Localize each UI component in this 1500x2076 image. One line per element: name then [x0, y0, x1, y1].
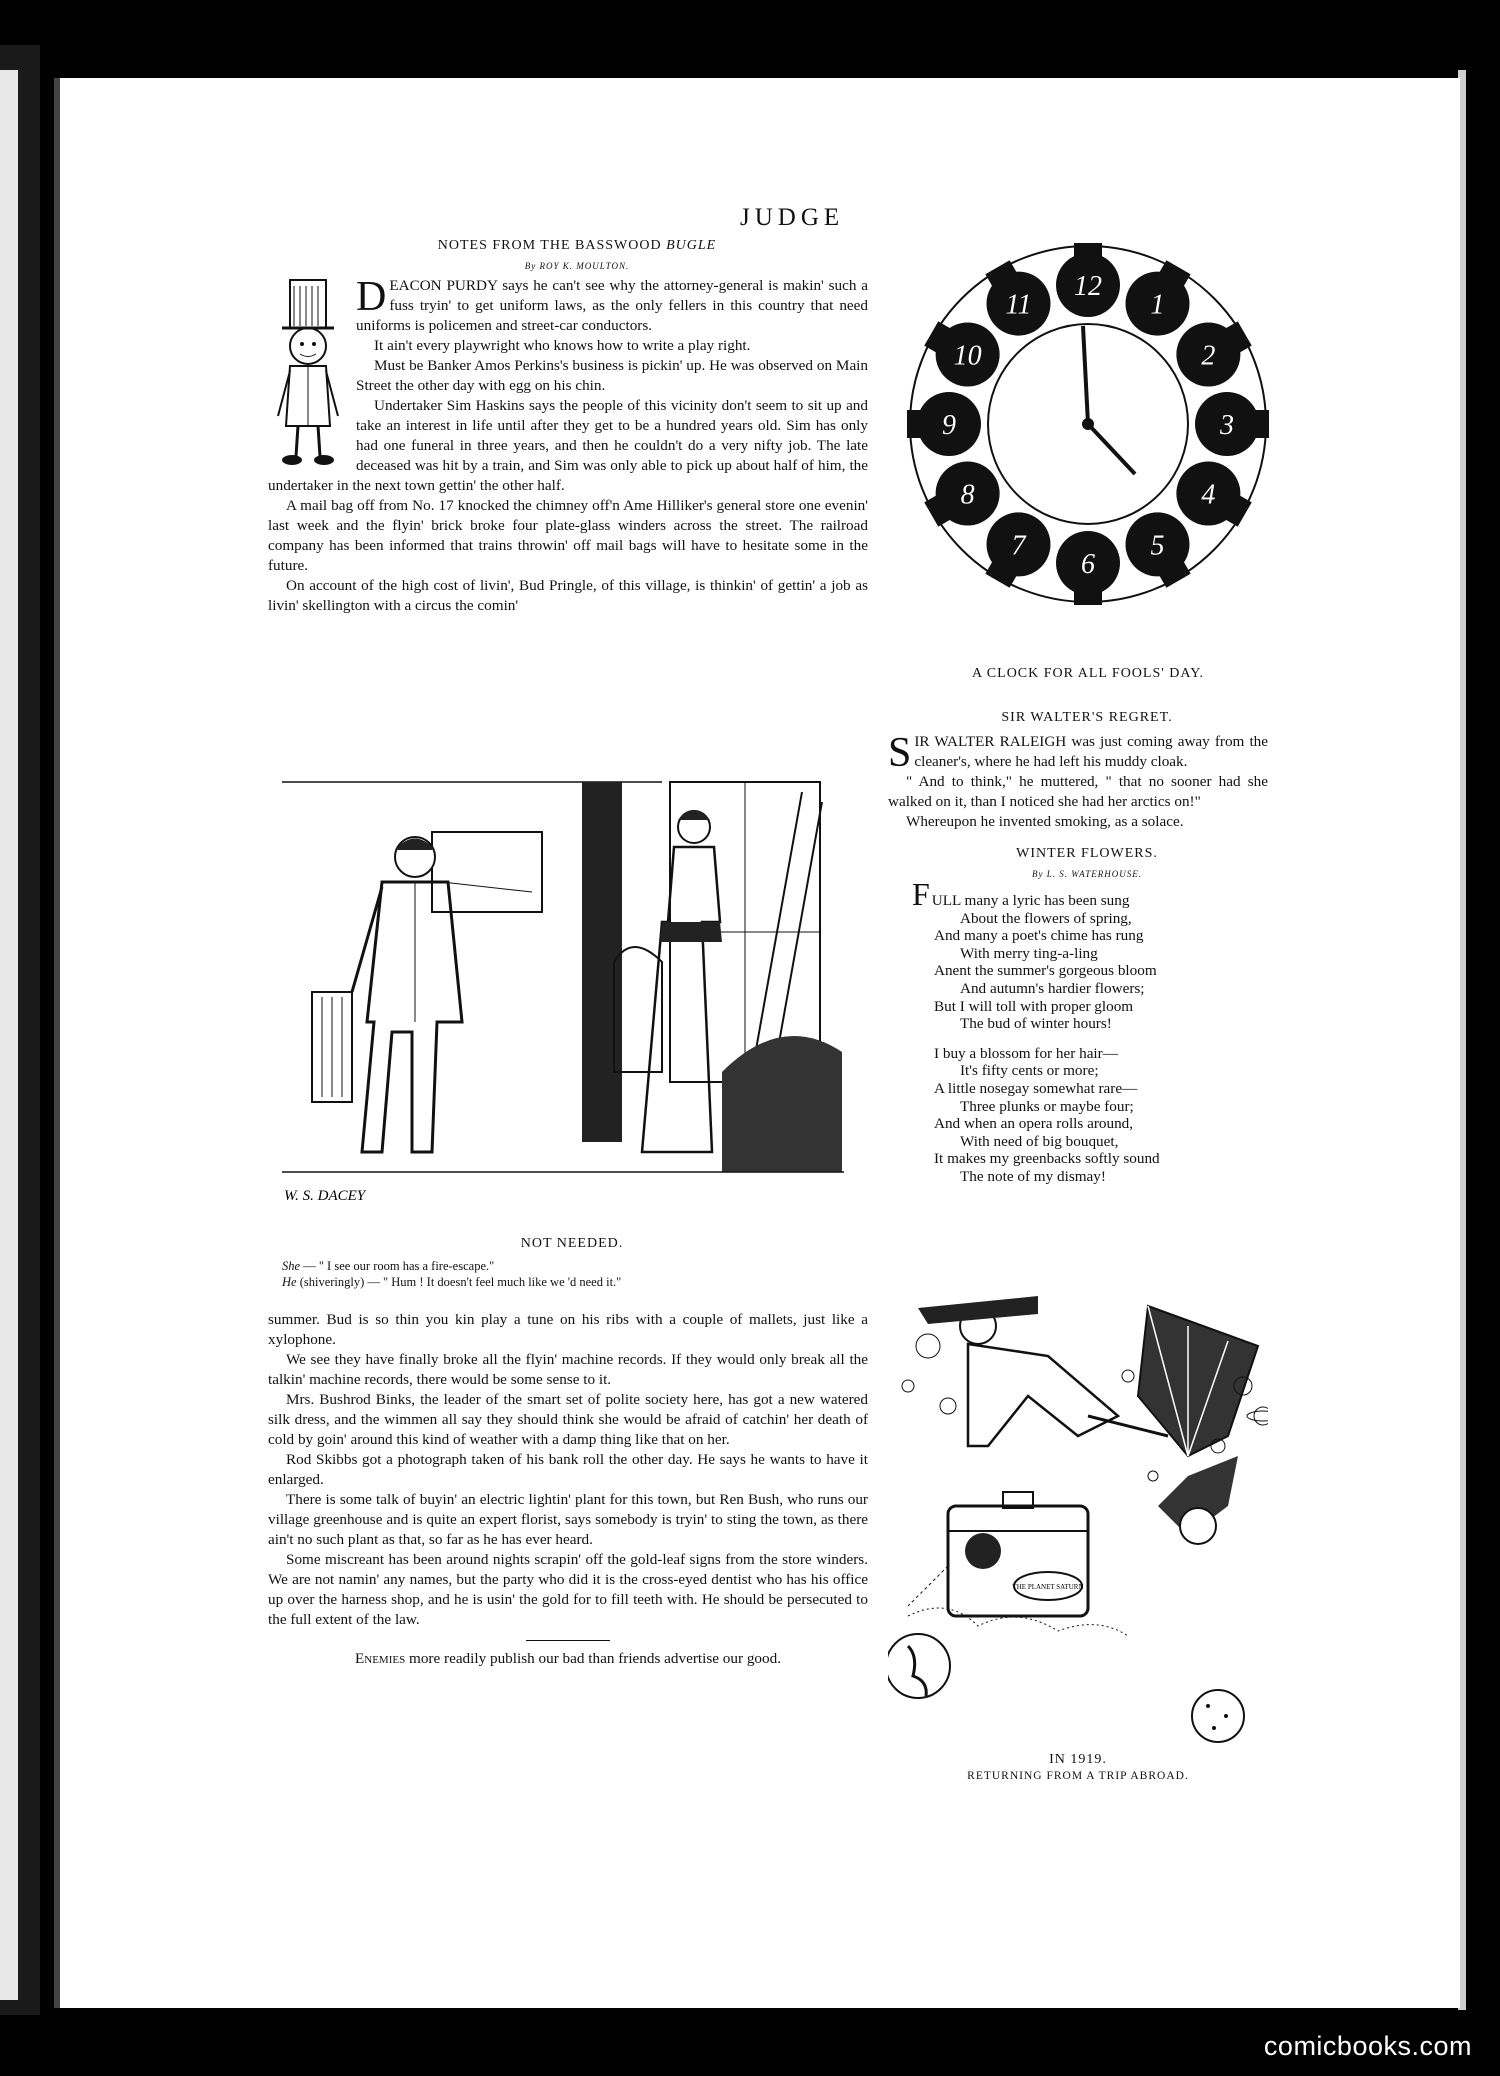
clock-face-hat	[1074, 243, 1102, 265]
basswood-first-paragraph: DEACON PURDY says he can't see why the attorney-general is makin' such a fuss tryin' to get uniform laws, as the only fellers in this country that need uniforms is policemen and street-car conductors.	[356, 274, 868, 334]
poem-line: With need of big bouquet,	[960, 1132, 1119, 1150]
adjacent-page-edge	[0, 70, 18, 2000]
poem-line: The bud of winter hours!	[960, 1015, 1112, 1033]
poem-line: And many a poet's chime has rung	[934, 927, 1144, 945]
clock-numeral: 10	[953, 340, 982, 372]
basswood-paragraph: Rod Skibbs got a photograph taken of his bank roll the other day. He says he wants to have it enlarged.	[268, 1451, 868, 1488]
poem-line: About the flowers of spring,	[960, 909, 1132, 927]
basswood-title-italic: BUGLE	[666, 238, 717, 253]
not-needed-artist-signature: W. S. DACEY	[284, 1188, 366, 1204]
basswood-paragraph: Some miscreant has been around nights scrapin' off the gold-leaf signs from the store winders. We are not namin' any names, but the party who did it is the cross-eyed dentist who has his office up over the harness shop, and he is usin' the gold for to fill teeth with. He should be persecuted to the full extent of the law.	[268, 1551, 868, 1628]
poem-line: Anent the summer's gorgeous bloom	[934, 962, 1157, 980]
clock-numeral: 11	[1005, 289, 1032, 321]
poem-line: Three plunks or maybe four;	[960, 1097, 1134, 1115]
in-1919-illustration	[888, 1286, 1268, 1746]
poem-line: It makes my greenbacks softly sound	[934, 1150, 1160, 1168]
clock-numeral: 3	[1220, 410, 1234, 441]
clock-numeral: 4	[1201, 479, 1216, 511]
deacon-figure-drawing	[268, 276, 348, 476]
raleigh-first-paragraph: SIR WALTER RALEIGH was just coming away from the cleaner's, where he had left his muddy cloak.	[888, 730, 1268, 776]
poem-line: It's fifty cents or more;	[960, 1062, 1099, 1080]
not-needed-caption-block	[282, 1234, 844, 1290]
basswood-continued-paragraph: summer. Bud is so thin you kin play a tune on his ribs with a couple of mallets, just like a xylophone.	[268, 1311, 868, 1348]
poem-line: But I will toll with proper gloom	[934, 997, 1134, 1015]
right-text-column	[888, 708, 1268, 1186]
poem-stanza-2	[934, 1045, 1268, 1186]
basswood-paragraph: It ain't every playwright who knows how to write a play right.	[374, 337, 751, 354]
section-divider	[526, 1640, 610, 1641]
clock-face-hat	[1074, 583, 1102, 605]
enemies-epigram: Enemies more readily publish our bad than friends advertise our good.	[354, 1650, 782, 1667]
magazine-title: JUDGE	[740, 204, 845, 231]
basswood-byline: By ROY K. MOULTON.	[524, 261, 630, 271]
clock-numeral: 5	[1150, 530, 1165, 562]
poem-line: And when an opera rolls around,	[934, 1115, 1134, 1133]
raleigh-paragraph: Whereupon he invented smoking, as a solace.	[906, 813, 1184, 830]
clock-numeral: 12	[1074, 271, 1102, 302]
basswood-paragraph: A mail bag off from No. 17 knocked the chimney off'n Ame Hilliker's general store one evenin' last week and the flyin' brick broke four plate-glass winders across the street. The railroad company has been informed that trains throwin' off mail bags will have to hesitate some in the future.	[268, 497, 868, 574]
clock-caption: A CLOCK FOR ALL FOOLS' DAY.	[971, 666, 1205, 681]
watermark: comicbooks.com	[1263, 2031, 1472, 2061]
basswood-paragraph: Must be Banker Amos Perkins's business is pickin' up. He was observed on Main Street the other day with egg on his chin.	[356, 357, 868, 394]
clock-numeral: 9	[942, 410, 956, 441]
poem-line: With merry ting-a-ling	[960, 944, 1098, 962]
clock-numeral: 8	[960, 479, 975, 511]
winter-flowers-poem	[912, 876, 1268, 1186]
not-needed-she-line: She — " I see our room has a fire-escape."	[282, 1259, 495, 1273]
poem-stanza-1	[912, 876, 1268, 1033]
not-needed-illustration	[282, 772, 844, 1220]
basswood-paragraph: We see they have finally broke all the flyin' machine records. If they would only break all the talkin' machine records, there would be some sense to it.	[268, 1351, 868, 1388]
suitcase-label: THE PLANET SATURN	[1012, 1583, 1084, 1591]
clock-face-hat	[1247, 410, 1269, 438]
basswood-dropcap: D	[356, 274, 387, 320]
winter-flowers-byline: By L. S. WATERHOUSE.	[1031, 869, 1143, 879]
not-needed-drawing	[282, 772, 844, 1220]
poem-line: FULL many a lyric has been sung	[912, 876, 1130, 912]
clock-center	[1082, 418, 1094, 430]
poem-line: A little nosegay somewhat rare—	[934, 1079, 1138, 1097]
clock-illustration	[903, 224, 1273, 654]
raleigh-title: SIR WALTER'S REGRET.	[1001, 710, 1173, 725]
basswood-paragraph: On account of the high cost of livin', Bud Pringle, of this village, is thinkin' of gettin' a job as livin' skellington with a circus the comin'	[268, 577, 868, 614]
clock-numeral: 6	[1081, 549, 1095, 580]
in-1919-caption-year: IN 1919.	[1049, 1752, 1107, 1767]
clock-numeral: 1	[1150, 289, 1165, 321]
poem-line: The note of my dismay!	[960, 1167, 1106, 1185]
raleigh-paragraph: " And to think," he muttered, " that no sooner had she walked on it, than I noticed she had her arctics on!"	[888, 773, 1268, 810]
winter-flowers-title: WINTER FLOWERS.	[1016, 846, 1158, 861]
raleigh-dropcap: S	[888, 730, 912, 776]
basswood-column-top	[268, 236, 868, 616]
aviator-drawing	[888, 1286, 1268, 1746]
basswood-paragraph: Undertaker Sim Haskins says the people of this vicinity don't seem to sit up and take an interest in life until after they get to be a hundred years old. Sim has only had one funeral in three years, and then he couldn't do a very nifty job. The late deceased was hit by a train, and Sim was only able to pick up about half of him, the undertaker in the next town gettin' the other half.	[268, 397, 868, 494]
basswood-column-bottom	[268, 1310, 868, 1669]
clock-drawing	[903, 224, 1273, 654]
basswood-paragraph: There is some talk of buyin' an electric lightin' plant for this town, but Ren Bush, who runs our village greenhouse and is quite an expert florist, says somebody is tryin' to sting the town, as there ain't no such plant as that, so far as he has ever heard.	[268, 1491, 868, 1548]
not-needed-he-line: He (shiveringly) — " Hum ! It doesn't feel much like we 'd need it."	[282, 1275, 622, 1289]
clock-numeral: 7	[1011, 530, 1026, 562]
deacon-illustration	[268, 276, 348, 476]
not-needed-caption: NOT NEEDED.	[520, 1236, 624, 1251]
poem-line: And autumn's hardier flowers;	[960, 979, 1145, 997]
in-1919-caption	[888, 1752, 1268, 1784]
winter-flowers-dropcap: F	[912, 876, 930, 912]
clock-numeral: 2	[1201, 340, 1216, 372]
basswood-title: NOTES FROM THE BASSWOOD BUGLE	[437, 238, 717, 253]
basswood-paragraph: Mrs. Bushrod Binks, the leader of the smart set of polite society here, has got a new watered silk dress, and the wimmen all say they should think she would be afraid of catchin' her death of cold by goin' around this kind of weather with a damp thing like that on her.	[268, 1391, 868, 1448]
clock-face-hat	[907, 410, 929, 438]
poem-line: I buy a blossom for her hair—	[934, 1044, 1118, 1062]
in-1919-caption-sub: RETURNING FROM A TRIP ABROAD.	[967, 1770, 1189, 1782]
